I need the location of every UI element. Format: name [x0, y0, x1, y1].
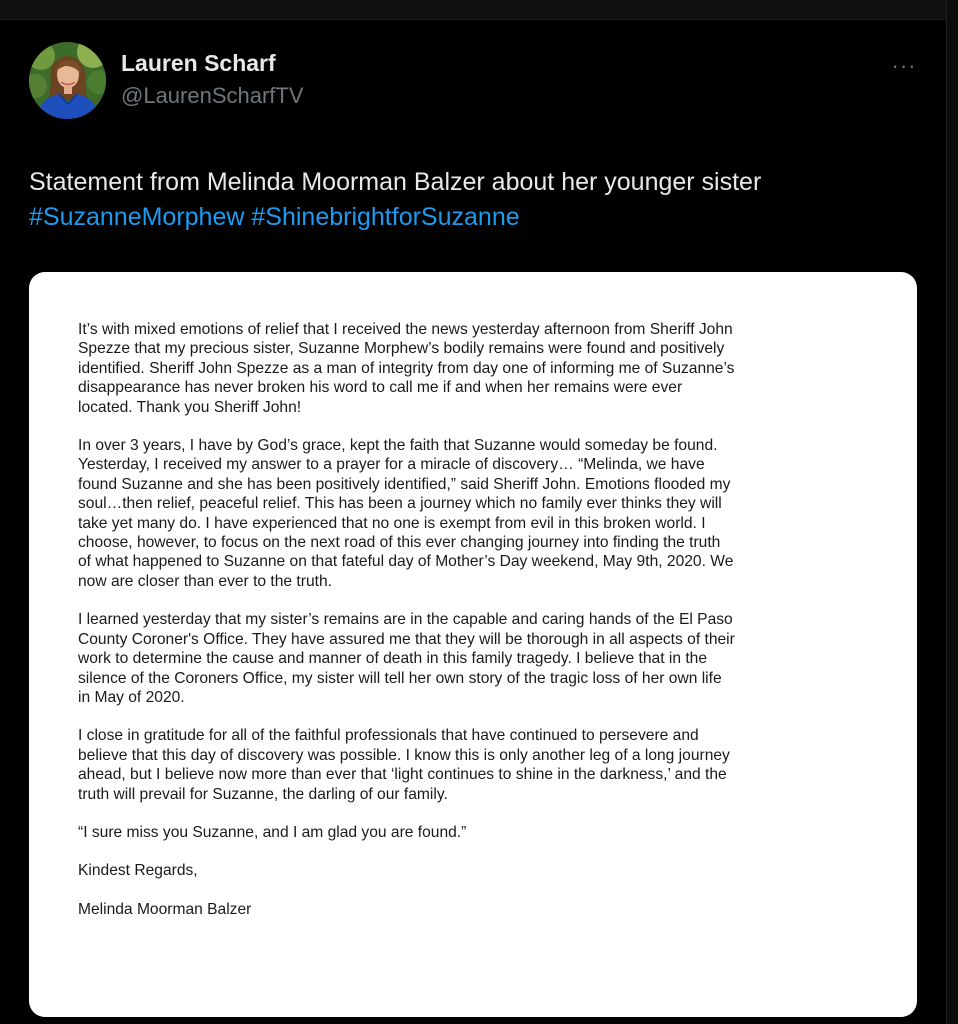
letter-closing: Kindest Regards, — [78, 862, 198, 880]
letter-line: now are closer than ever to the truth. — [78, 572, 332, 590]
letter-signature: Melinda Moorman Balzer — [78, 900, 252, 918]
letter-line: in May of 2020. — [78, 688, 185, 706]
hashtag-link[interactable]: #SuzanneMorphew — [29, 203, 245, 231]
author-name[interactable]: Lauren Scharf — [121, 50, 276, 76]
letter-line: located. Thank you Sheriff John! — [78, 398, 302, 416]
letter-line: I close in gratitude for all of the faithful professionals that have continued to persevere and — [78, 727, 699, 745]
letter-line: silence of the Coroners Office, my sister will tell her own story of the tragic loss of her own life — [78, 669, 722, 687]
letter-line: of what happened to Suzanne on that fateful day of Mother’s Day weekend, May 9th, 2020. We — [78, 553, 734, 571]
letter-quote: “I sure miss you Suzanne, and I am glad you are found.” — [78, 823, 467, 841]
letter-line: work to determine the cause and manner of death in this family tragedy. I believe that in the — [78, 650, 708, 668]
letter-line: disappearance has never broken his word to call me if and when her remains were ever — [78, 379, 683, 397]
letter-line: In over 3 years, I have by God’s grace, kept the faith that Suzanne would someday be found. — [78, 437, 718, 455]
hashtag-link[interactable]: #ShinebrightforSuzanne — [251, 203, 520, 231]
avatar-photo — [29, 42, 106, 119]
tweet-text-line: Statement from Melinda Moorman Balzer about her younger sister — [29, 168, 762, 196]
scroll-edge — [946, 0, 958, 1024]
more-horizontal-icon: ··· — [891, 53, 917, 78]
statement-letter — [78, 320, 893, 938]
letter-line: Yesterday, I received my answer to a prayer for a miracle of discovery… “Melinda, we have — [78, 456, 705, 474]
letter-line: soul…then relief, peaceful relief. This has been a journey which no family ever thinks they will — [78, 495, 722, 513]
top-bar — [0, 0, 958, 20]
letter-line: ahead, but I believe now more than ever that ‘light continues to shine in the darkness,’ and the — [78, 766, 727, 784]
tweet — [0, 20, 946, 1024]
letter-line: identified. Sheriff John Spezze as a man of integrity from day one of informing me of Suzanne’s — [78, 359, 735, 377]
letter-line: truth will prevail for Suzanne, the darling of our family. — [78, 785, 448, 803]
letter-line: It’s with mixed emotions of relief that I received the news yesterday afternoon from Sheriff John — [78, 321, 733, 338]
author-handle[interactable]: @LaurenScharfTV — [121, 83, 304, 108]
letter-paragraph — [78, 320, 893, 417]
letter-line: believe that this day of discovery was possible. I know this is only another leg of a long journey — [78, 746, 730, 764]
letter-paragraph — [78, 610, 893, 707]
tweet-text — [29, 165, 929, 235]
letter-paragraph — [78, 726, 893, 804]
letter-line: Spezze that my precious sister, Suzanne Morphew’s bodily remains were found and positively — [78, 340, 725, 358]
avatar[interactable] — [29, 42, 106, 119]
letter-line: County Coroner's Office. They have assured me that they will be thorough in all aspects of their — [78, 630, 735, 648]
letter-line: found Suzanne and she has been positively identified,” said Sheriff John. Emotions flooded my — [78, 475, 731, 493]
letter-line: choose, however, to focus on the next road of this ever changing journey into finding the truth — [78, 534, 721, 552]
tweet-media-image[interactable] — [29, 272, 917, 1017]
letter-line: take yet many do. I have experienced that no one is exempt from evil in this broken world. I — [78, 514, 706, 532]
more-options-button[interactable] — [886, 54, 922, 78]
letter-paragraph — [78, 436, 893, 591]
letter-line: I learned yesterday that my sister’s remains are in the capable and caring hands of the El Paso — [78, 611, 733, 629]
